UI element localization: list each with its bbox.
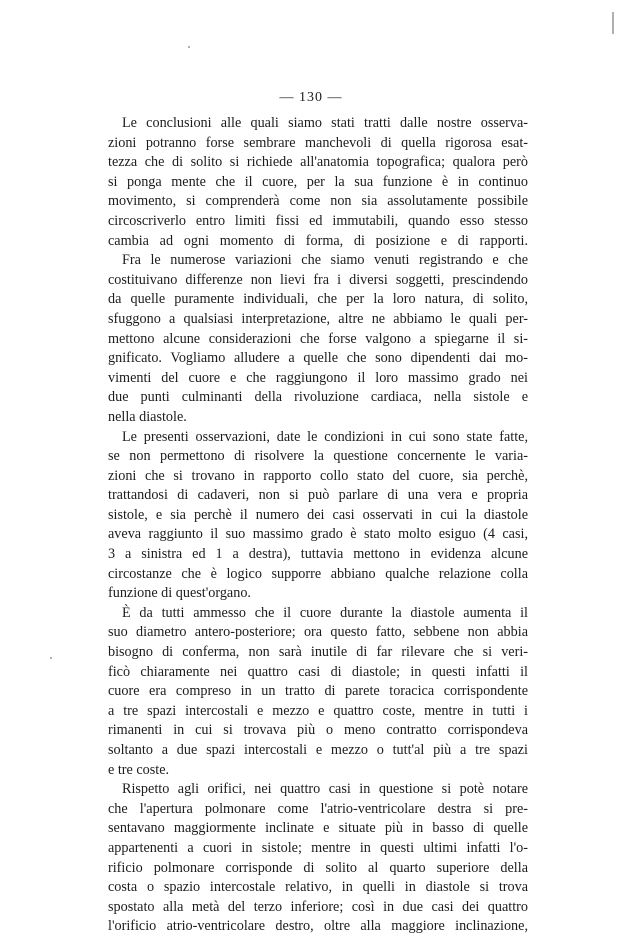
- text-line: tezza che di solito si richiede all'anatomia topografica; qualora però: [108, 154, 528, 171]
- text-line: da quelle puramente individuali, che per la loro natura, di solito,: [108, 291, 528, 308]
- text-line: rificio polmonare corrisponde di solito al quarto superiore della: [108, 859, 528, 876]
- text-line: vimenti del cuore e che raggiungono il loro massimo grado nei: [108, 369, 528, 386]
- text-line: sistole, e sia perchè il numero dei casi osservati in cui la diastole: [108, 506, 528, 523]
- page-number: — 130 —: [279, 90, 343, 105]
- text-line: gnificato. Vogliamo alludere a quelle che sono dipendenti dai mo-: [108, 350, 528, 367]
- text-line: costa o spazio intercostale relativo, in quelli in diastole si trova: [108, 879, 528, 896]
- text-line: Rispetto agli orifici, nei quattro casi in questione si potè notare: [122, 781, 528, 798]
- text-line: trattandosi di cadaveri, non si può parlare di una vera e propria: [108, 487, 528, 504]
- text-line: movimento, si comprenderà come non sia assolutamente possibile: [108, 193, 528, 210]
- scan-speck: [612, 12, 614, 34]
- text-line: rimanenti in cui si trovava più o meno contratto corrispondeva: [108, 722, 528, 739]
- text-line: cambia ad ogni momento di forma, di posizione e di rapporti.: [108, 232, 528, 249]
- text-line: se non permettono di risolvere la questione concernente le varia-: [108, 448, 528, 465]
- text-line: Le conclusioni alle quali siamo stati tratti dalle nostre osserva-: [122, 115, 528, 131]
- text-line: funzione di quest'organo.: [108, 585, 251, 602]
- scan-speck: [188, 46, 190, 48]
- text-line: soltanto a due spazi intercostali e mezzo o tutt'al più a tre spazi: [108, 742, 528, 758]
- paragraph-2: [108, 251, 528, 427]
- paragraph-1: [108, 114, 528, 251]
- text-line: appartenenti a cuori in sistole; mentre in questi ultimi infatti l'o-: [108, 839, 528, 856]
- text-line: a tre spazi intercostali e mezzo e quattro coste, mentre in tutti i: [108, 702, 528, 719]
- text-line: che l'apertura polmonare come l'atrio-ventricolare destra si pre-: [108, 800, 528, 817]
- text-line: zioni potranno forse sembrare manchevoli di quella rigorosa esat-: [108, 134, 528, 151]
- text-line: mettono alcune considerazioni che forse valgono a spiegarne il si-: [108, 330, 528, 347]
- text-line: due punti culminanti della rivoluzione cardiaca, nella sistole e: [108, 389, 528, 406]
- text-line: spostato alla metà del terzo inferiore; così in due casi dei quattro: [108, 898, 528, 915]
- body-text: [108, 114, 528, 937]
- text-line: circostanze che è logico supporre abbiano qualche relazione colla: [108, 565, 528, 582]
- scan-speck: [50, 657, 52, 659]
- text-line: cuore era compreso in un tratto di parete toracica corrispondente: [108, 683, 528, 700]
- text-line: zioni che si trovano in rapporto collo stato del cuore, sia perchè,: [108, 467, 528, 484]
- paragraph-5: [108, 780, 528, 937]
- text-line: l'orificio atrio-ventricolare destro, oltre alla maggiore inclinazione,: [108, 918, 528, 935]
- text-line: aveva raggiunto il suo massimo grado è stato molto esiguo (4 casi,: [108, 526, 528, 543]
- text-line: Le presenti osservazioni, date le condizioni in cui sono state fatte,: [122, 428, 528, 445]
- text-line: bisogno di conferma, non sarà inutile di far rilevare che si veri-: [108, 644, 528, 661]
- text-line: sentavano maggiormente inclinate e situate più in basso di quelle: [108, 820, 528, 837]
- paragraph-4: [108, 604, 528, 780]
- text-line: È da tutti ammesso che il cuore durante la diastole aumenta il: [122, 604, 528, 621]
- text-line: sfuggono a qualsiasi interpretazione, altre ne abbiamo le quali per-: [108, 310, 528, 327]
- text-line: nella diastole.: [108, 408, 187, 425]
- text-line: e tre coste.: [108, 761, 170, 778]
- text-line: circoscriverlo entro limiti fissi ed immutabili, quando esso stesso: [108, 212, 528, 229]
- text-line: si ponga mente che il cuore, per la sua funzione è in continuo: [108, 173, 528, 190]
- text-line: 3 a sinistra ed 1 a destra), tuttavia mettono in evidenza alcune: [108, 546, 528, 563]
- paragraph-3: [108, 428, 528, 604]
- text-line: Fra le numerose variazioni che siamo venuti registrando e che: [122, 252, 528, 269]
- text-line: costituivano differenze non lievi fra i diversi soggetti, prescindendo: [108, 271, 528, 288]
- text-line: suo diametro antero-posteriore; ora questo fatto, sebbene non abbia: [108, 624, 528, 641]
- text-line: ficò chiaramente nei quattro casi di diastole; in questi infatti il: [108, 663, 528, 680]
